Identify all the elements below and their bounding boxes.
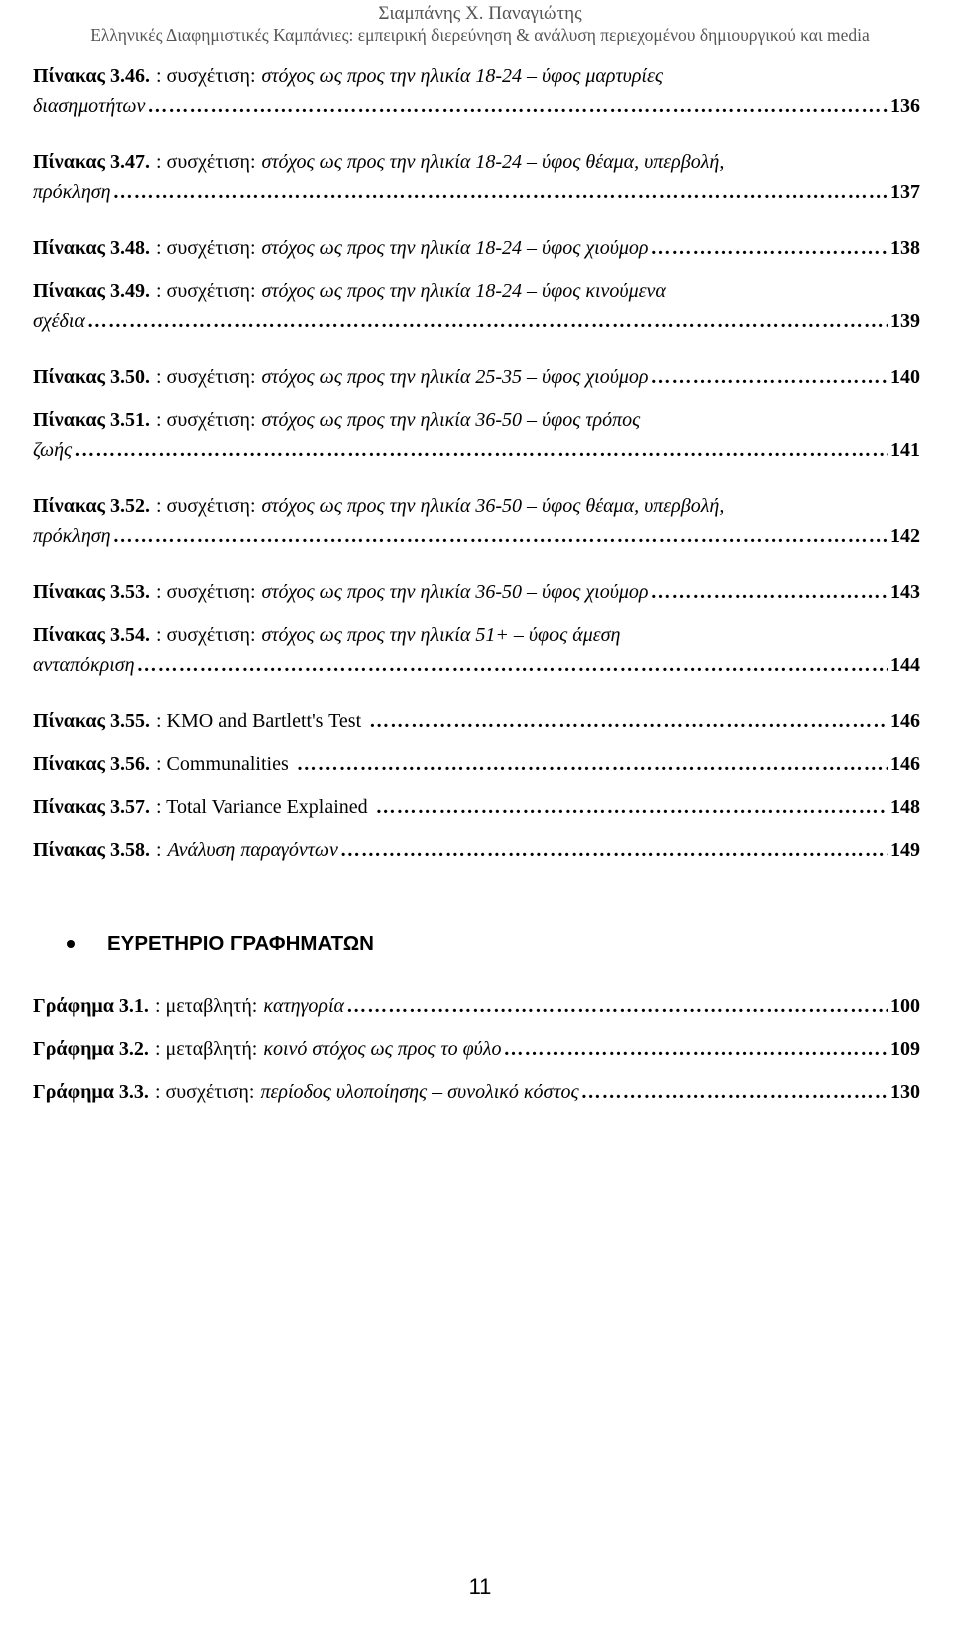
leader-dots	[113, 521, 888, 551]
entry-label: Πίνακας 3.55.	[33, 710, 150, 732]
leader-dots	[113, 177, 888, 207]
entry-label: Πίνακας 3.49.	[33, 280, 150, 302]
entry-prefix: : μεταβλητή:	[154, 1038, 258, 1060]
toc-entry[interactable]	[33, 991, 920, 1021]
entry-title-cont: ανταπόκριση	[33, 654, 135, 676]
entry-prefix: : συσχέτιση:	[155, 366, 256, 388]
entry-title: : Communalities	[155, 753, 289, 775]
entry-title: περίοδος υλοποίησης – συνολικό κόστος	[260, 1081, 579, 1103]
entry-label: Πίνακας 3.58.	[33, 839, 150, 861]
toc-entry[interactable]	[33, 1034, 920, 1064]
leader-dots	[137, 650, 888, 680]
toc-entry[interactable]	[33, 706, 920, 736]
entry-title: στόχος ως προς την ηλικία 36-50 – ύφος χιούμορ	[261, 581, 649, 603]
entry-label: Γράφημα 3.2.	[33, 1038, 149, 1060]
entry-page: 138	[890, 237, 920, 259]
entry-title: : KMO and Bartlett's Test	[155, 710, 362, 732]
entry-prefix: : συσχέτιση:	[155, 280, 256, 302]
graphs-section-title: ΕΥΡΕΤΗΡΙΟ ΓΡΑΦΗΜΑΤΩΝ	[107, 932, 374, 955]
entry-prefix: : συσχέτιση:	[155, 409, 256, 431]
entry-title: στόχος ως προς την ηλικία 36-50 – ύφος θέαμα, υπερβολή,	[261, 495, 725, 517]
entry-title: στόχος ως προς την ηλικία 18-24 – ύφος κινούμενα	[261, 280, 666, 302]
toc-entry[interactable]	[33, 233, 920, 263]
entry-label: Πίνακας 3.52.	[33, 495, 150, 517]
entry-title: στόχος ως προς την ηλικία 18-24 – ύφος θέαμα, υπερβολή,	[261, 151, 725, 173]
entry-label: Πίνακας 3.51.	[33, 409, 150, 431]
entry-title: κατηγορία	[263, 995, 345, 1017]
entry-prefix: : συσχέτιση:	[155, 237, 256, 259]
leader-dots	[651, 233, 888, 263]
toc-entry[interactable]	[33, 792, 920, 822]
leader-dots	[147, 91, 888, 121]
entry-page: 137	[890, 181, 920, 203]
leader-dots	[581, 1077, 888, 1107]
leader-dots	[651, 577, 888, 607]
toc-entry[interactable]	[33, 577, 920, 607]
entry-page: 136	[890, 95, 920, 117]
leader-dots	[346, 991, 888, 1021]
entry-page: 140	[890, 366, 920, 388]
entry-prefix: : συσχέτιση:	[154, 1081, 255, 1103]
entry-prefix: : συσχέτιση:	[155, 581, 256, 603]
entry-page: 149	[890, 839, 920, 861]
entry-page: 146	[890, 753, 920, 775]
toc-entry[interactable]	[33, 61, 920, 121]
toc-entry[interactable]	[33, 749, 920, 779]
leader-dots	[369, 706, 888, 736]
bullet-icon	[67, 940, 75, 948]
entry-page: 146	[890, 710, 920, 732]
page-number: 11	[468, 1574, 492, 1599]
entry-title: στόχος ως προς την ηλικία 36-50 – ύφος τρόπος	[261, 409, 641, 431]
toc-entry[interactable]	[33, 405, 920, 465]
entry-title: στόχος ως προς την ηλικία 25-35 – ύφος χιούμορ	[261, 366, 649, 388]
entry-label: Πίνακας 3.57.	[33, 796, 150, 818]
leader-dots	[340, 835, 888, 865]
entry-prefix: : μεταβλητή:	[154, 995, 258, 1017]
toc-entry[interactable]	[33, 835, 920, 865]
entry-label: Πίνακας 3.46.	[33, 65, 150, 87]
entry-title: : Total Variance Explained	[155, 796, 368, 818]
leader-dots	[74, 435, 888, 465]
leader-dots	[504, 1034, 888, 1064]
entry-prefix: :	[155, 839, 162, 861]
entry-page: 142	[890, 525, 920, 547]
entry-title-cont: διασημοτήτων	[33, 95, 146, 117]
entry-page: 144	[890, 654, 920, 676]
header-thesis-title: Ελληνικές Διαφημιστικές Καμπάνιες: εμπειρική διερεύνηση & ανάλυση περιεχομένου δημιουργικού και media	[90, 25, 870, 45]
entry-page: 143	[890, 581, 920, 603]
entry-label: Γράφημα 3.1.	[33, 995, 149, 1017]
toc-entry[interactable]	[33, 1077, 920, 1107]
entry-label: Πίνακας 3.56.	[33, 753, 150, 775]
leader-dots	[651, 362, 888, 392]
entry-label: Πίνακας 3.48.	[33, 237, 150, 259]
entry-page: 109	[890, 1038, 920, 1060]
entry-prefix: : συσχέτιση:	[155, 151, 256, 173]
toc-entry[interactable]	[33, 147, 920, 207]
entry-title: στόχος ως προς την ηλικία 18-24 – ύφος χιούμορ	[261, 237, 649, 259]
entry-label: Γράφημα 3.3.	[33, 1081, 149, 1103]
entry-prefix: : συσχέτιση:	[155, 624, 256, 646]
entry-page: 130	[890, 1081, 920, 1103]
entry-title-cont: ζωής	[33, 439, 73, 461]
leader-dots	[297, 749, 888, 779]
entry-page: 100	[890, 995, 920, 1017]
graphs-section-heading	[33, 928, 374, 960]
entry-page: 139	[890, 310, 920, 332]
entry-title: στόχος ως προς την ηλικία 18-24 – ύφος μαρτυρίες	[261, 65, 663, 87]
entry-title: στόχος ως προς την ηλικία 51+ – ύφος άμεση	[261, 624, 621, 646]
entry-prefix: : συσχέτιση:	[155, 65, 256, 87]
entry-title-cont: πρόκληση	[33, 181, 111, 203]
entry-page: 141	[890, 439, 920, 461]
leader-dots	[376, 792, 888, 822]
toc-entry[interactable]	[33, 362, 920, 392]
entry-title: κοινό στόχος ως προς το φύλο	[263, 1038, 502, 1060]
entry-title: Ανάλυση παραγόντων	[167, 839, 338, 861]
entry-title-cont: πρόκληση	[33, 525, 111, 547]
toc-entry[interactable]	[33, 620, 920, 680]
header-author: Σιαμπάνης Χ. Παναγιώτης	[378, 3, 582, 24]
entry-prefix: : συσχέτιση:	[155, 495, 256, 517]
entry-label: Πίνακας 3.47.	[33, 151, 150, 173]
toc-entry[interactable]	[33, 491, 920, 551]
leader-dots	[87, 306, 888, 336]
entry-label: Πίνακας 3.50.	[33, 366, 150, 388]
toc-entry[interactable]	[33, 276, 920, 336]
entry-title-cont: σχέδια	[33, 310, 85, 332]
entry-page: 148	[890, 796, 920, 818]
entry-label: Πίνακας 3.54.	[33, 624, 150, 646]
entry-label: Πίνακας 3.53.	[33, 581, 150, 603]
